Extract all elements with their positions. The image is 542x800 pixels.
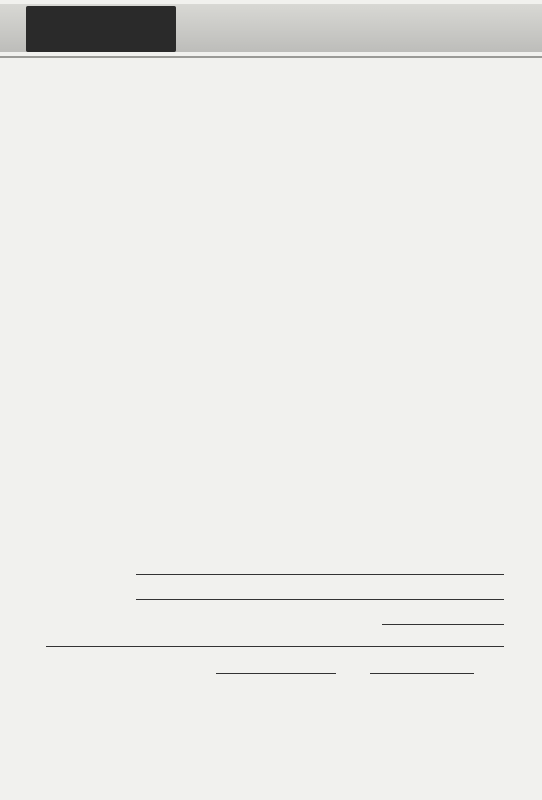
answer-line	[136, 599, 504, 600]
answer-line	[136, 574, 504, 575]
header-rule	[0, 56, 542, 58]
answer-line	[370, 673, 474, 674]
page-header	[0, 0, 542, 62]
header-title-box	[26, 6, 176, 52]
answer-line	[382, 624, 504, 625]
answer-line	[216, 673, 336, 674]
answer-line	[46, 646, 504, 647]
